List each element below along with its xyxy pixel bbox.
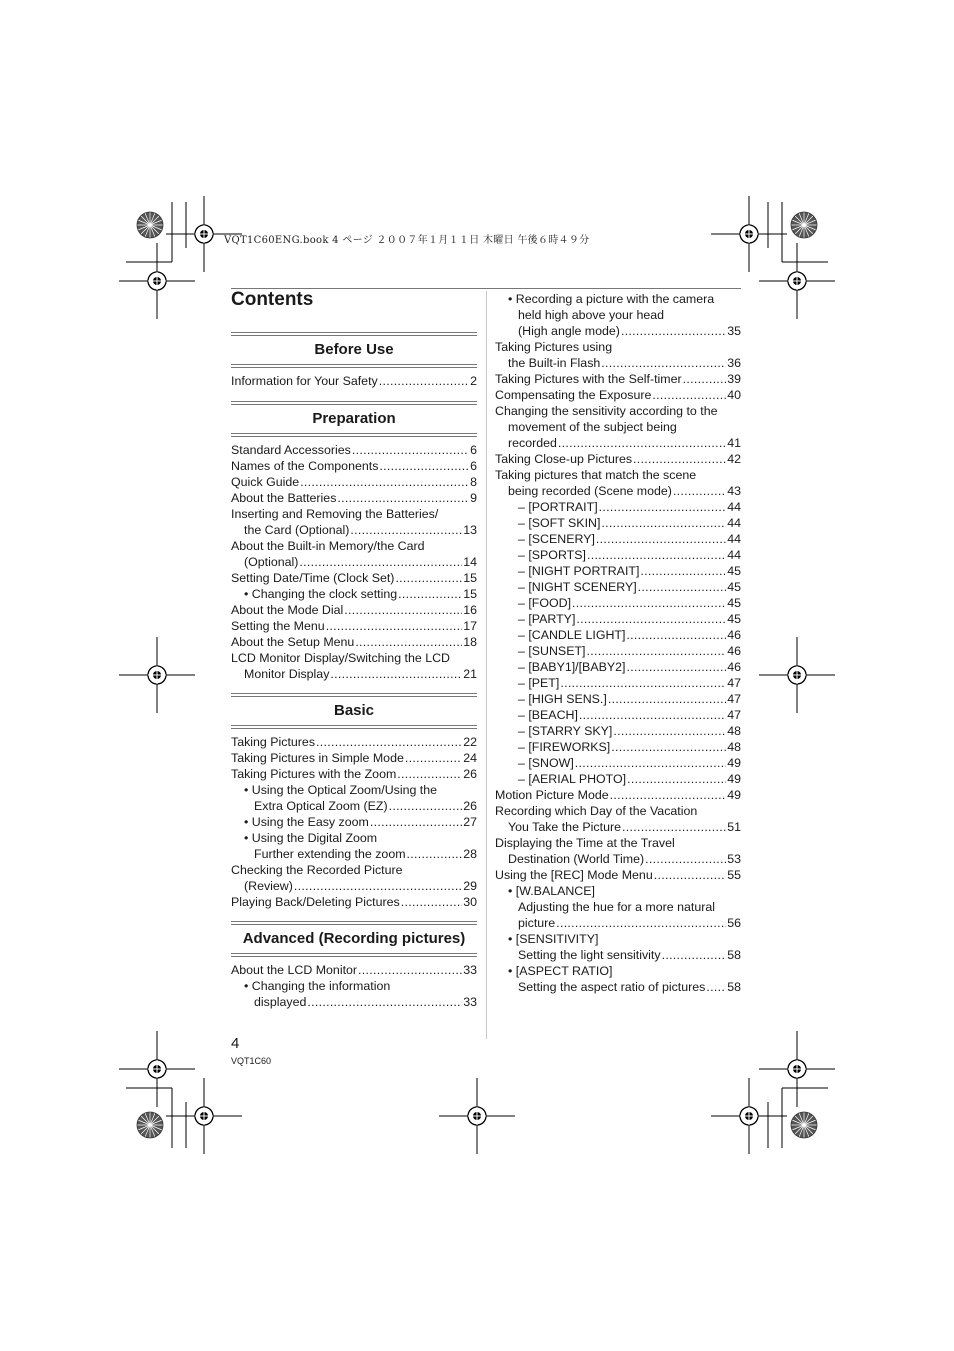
toc-subentry[interactable]: • Changing the clock setting ..... 15 — [231, 586, 477, 602]
toc-entry-text: Inserting and Removing the Batteries/ — [231, 507, 439, 521]
toc-subentry[interactable]: • Using the Easy zoom ..... 27 — [231, 814, 477, 830]
toc-entry[interactable]: recorded ..... 41 — [495, 435, 741, 451]
crosshair-icon — [119, 637, 195, 713]
toc-entry-text: Checking the Recorded Picture — [231, 863, 403, 877]
toc-subentry-text: • Using the Digital Zoom — [244, 831, 378, 845]
model-code: VQT1C60 — [231, 1056, 272, 1066]
toc-entry[interactable]: Setting Date/Time (Clock Set) ..... 15 — [231, 570, 477, 586]
toc-scene-entry[interactable]: – [AERIAL PHOTO] ..... 49 — [495, 771, 741, 787]
toc-entry[interactable]: Monitor Display ..... 21 — [231, 666, 477, 682]
toc-subentry[interactable]: picture ..... 56 — [495, 915, 741, 931]
toc-scene-entry[interactable]: – [STARRY SKY] ..... 48 — [495, 723, 741, 739]
toc-scene-entry[interactable]: – [BABY1]/[BABY2] ..... 46 — [495, 659, 741, 675]
toc-subentry-text: held high above your head — [518, 308, 665, 322]
toc-entry-text: movement of the subject being — [508, 420, 677, 434]
toc-entry[interactable]: About the Mode Dial ..... 16 — [231, 602, 477, 618]
toc-entry[interactable]: Information for Your Safety ..... 2 — [231, 373, 477, 389]
toc-entry-text: Taking pictures that match the scene — [495, 468, 697, 482]
toc-entry[interactable]: the Card (Optional) ..... 13 — [231, 522, 477, 538]
toc-subentry[interactable]: Extra Optical Zoom (EZ) ..... 26 — [231, 798, 477, 814]
toc-entry-text: LCD Monitor Display/Switching the LCD — [231, 651, 450, 665]
toc-entry[interactable]: You Take the Picture ..... 51 — [495, 819, 741, 835]
toc-entry[interactable]: the Built-in Flash ..... 36 — [495, 355, 741, 371]
toc-entry-text: Recording which Day of the Vacation — [495, 804, 698, 818]
section-heading-advanced: Advanced (Recording pictures) — [231, 921, 477, 957]
toc-entry-text: Displaying the Time at the Travel — [495, 836, 675, 850]
toc-list-advanced — [231, 962, 477, 1010]
toc-subentry[interactable]: Setting the aspect ratio of pictures ..... 58 — [495, 979, 741, 995]
crosshair-icon — [759, 1031, 835, 1107]
print-info-header: VQT1C60ENG.book 4 ページ ２００７年１月１１日 木曜日 午後６時４９分 — [224, 235, 590, 246]
star-target-icon — [137, 212, 163, 238]
toc-scene-entry[interactable]: – [PET] ..... 47 — [495, 675, 741, 691]
toc-entry[interactable]: Taking Pictures with the Zoom ..... 26 — [231, 766, 477, 782]
toc-subentry-text: • [SENSITIVITY] — [508, 932, 599, 946]
toc-scene-entry[interactable]: – [CANDLE LIGHT] ..... 46 — [495, 627, 741, 643]
toc-entry-text: Taking Pictures using — [495, 340, 613, 354]
page-title: Contents — [231, 289, 314, 310]
toc-entry[interactable]: Compensating the Exposure ..... 40 — [495, 387, 741, 403]
crosshair-icon — [711, 1078, 787, 1154]
toc-subentry-text: • Recording a picture with the camera — [508, 292, 715, 306]
crosshair-icon — [711, 196, 787, 272]
toc-entry[interactable]: Motion Picture Mode ..... 49 — [495, 787, 741, 803]
star-target-icon — [791, 1112, 817, 1138]
page-number: 4 — [231, 1035, 240, 1052]
toc-entry[interactable]: Standard Accessories ..... 6 — [231, 442, 477, 458]
crosshair-icon — [439, 1078, 515, 1154]
crosshair-icon — [759, 637, 835, 713]
toc-entry[interactable]: (Review) ..... 29 — [231, 878, 477, 894]
toc-subentry-text: Adjusting the hue for a more natural — [518, 900, 715, 914]
toc-list-right-column — [495, 291, 741, 995]
toc-subentry[interactable]: Setting the light sensitivity ..... 58 — [495, 947, 741, 963]
crosshair-icon — [119, 1031, 195, 1107]
toc-scene-entry[interactable]: – [NIGHT PORTRAIT] ..... 45 — [495, 563, 741, 579]
toc-entry[interactable]: Taking Pictures with the Self-timer ..... 39 — [495, 371, 741, 387]
section-heading-before-use: Before Use — [231, 332, 477, 368]
toc-subentry-text: • [ASPECT RATIO] — [508, 964, 613, 978]
toc-entry[interactable]: Taking Close-up Pictures ..... 42 — [495, 451, 741, 467]
toc-scene-entry[interactable]: – [SUNSET] ..... 46 — [495, 643, 741, 659]
toc-entry[interactable]: Names of the Components ..... 6 — [231, 458, 477, 474]
toc-subentry[interactable]: displayed ..... 33 — [231, 994, 477, 1010]
toc-scene-entry[interactable]: – [PORTRAIT] ..... 44 — [495, 499, 741, 515]
toc-entry-text: About the Built-in Memory/the Card — [231, 539, 425, 553]
toc-entry[interactable]: Taking Pictures ..... 22 — [231, 734, 477, 750]
toc-scene-entry[interactable]: – [SNOW] ..... 49 — [495, 755, 741, 771]
crosshair-icon — [119, 243, 195, 319]
toc-entry[interactable]: Using the [REC] Mode Menu ..... 55 — [495, 867, 741, 883]
toc-scene-entry[interactable]: – [SOFT SKIN] ..... 44 — [495, 515, 741, 531]
toc-entry[interactable]: Destination (World Time) ..... 53 — [495, 851, 741, 867]
toc-scene-entry[interactable]: – [SCENERY] ..... 44 — [495, 531, 741, 547]
toc-entry[interactable]: Setting the Menu ..... 17 — [231, 618, 477, 634]
toc-entry[interactable]: About the Batteries ..... 9 — [231, 490, 477, 506]
toc-entry[interactable]: About the Setup Menu ..... 18 — [231, 634, 477, 650]
star-target-icon — [137, 1112, 163, 1138]
toc-entry[interactable]: being recorded (Scene mode) ..... 43 — [495, 483, 741, 499]
toc-subentry[interactable]: Further extending the zoom ..... 28 — [231, 846, 477, 862]
toc-scene-entry[interactable]: – [BEACH] ..... 47 — [495, 707, 741, 723]
section-heading-preparation: Preparation — [231, 401, 477, 437]
column-divider — [486, 291, 487, 1039]
toc-list-preparation — [231, 442, 477, 682]
toc-scene-entry[interactable]: – [FOOD] ..... 45 — [495, 595, 741, 611]
toc-subentry[interactable]: (High angle mode) ..... 35 — [495, 323, 741, 339]
toc-scene-entry[interactable]: – [PARTY] ..... 45 — [495, 611, 741, 627]
toc-entry-text: Changing the sensitivity according to the — [495, 404, 718, 418]
toc-entry[interactable]: (Optional) ..... 14 — [231, 554, 477, 570]
star-target-icon — [791, 212, 817, 238]
toc-subentry-text: • Using the Optical Zoom/Using the — [244, 783, 438, 797]
toc-scene-entry[interactable]: – [FIREWORKS] ..... 48 — [495, 739, 741, 755]
toc-list-basic — [231, 734, 477, 910]
toc-subentry-text: • [W.BALANCE] — [508, 884, 595, 898]
toc-entry[interactable]: Taking Pictures in Simple Mode ..... 24 — [231, 750, 477, 766]
toc-entry[interactable]: About the LCD Monitor ..... 33 — [231, 962, 477, 978]
section-heading-basic: Basic — [231, 693, 477, 729]
toc-subentry-text: • Changing the information — [244, 979, 391, 993]
toc-scene-entry[interactable]: – [HIGH SENS.] ..... 47 — [495, 691, 741, 707]
toc-entry[interactable]: Playing Back/Deleting Pictures ..... 30 — [231, 894, 477, 910]
toc-entry[interactable]: Quick Guide ..... 8 — [231, 474, 477, 490]
toc-scene-entry[interactable]: – [SPORTS] ..... 44 — [495, 547, 741, 563]
crosshair-icon — [759, 243, 835, 319]
toc-list-before-use — [231, 373, 477, 389]
toc-scene-entry[interactable]: – [NIGHT SCENERY] ..... 45 — [495, 579, 741, 595]
crosshair-icon — [166, 1078, 242, 1154]
